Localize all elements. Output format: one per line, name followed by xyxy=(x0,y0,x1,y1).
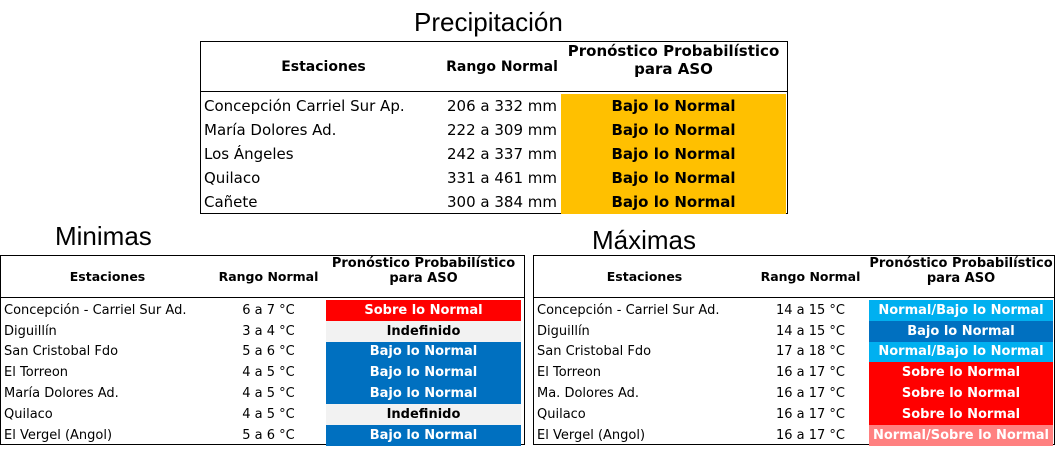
station-name: Diguillín xyxy=(4,323,57,339)
table-row xyxy=(1,425,524,446)
station-name: San Cristobal Fdo xyxy=(537,344,652,360)
station-name: Quilaco xyxy=(537,406,586,422)
header-rango-normal: Rango Normal xyxy=(446,58,558,75)
forecast-label: Bajo lo Normal xyxy=(369,427,478,443)
station-name: Diguillín xyxy=(537,323,590,339)
maximas-table xyxy=(533,255,1055,445)
normal-range: 4 a 5 °C xyxy=(242,386,295,402)
forecast-cell xyxy=(869,425,1053,446)
forecast-cell xyxy=(326,383,521,404)
header-rango-normal: Rango Normal xyxy=(218,269,319,284)
forecast-label: Bajo lo Normal xyxy=(611,121,736,139)
forecast-label: Normal/Bajo lo Normal xyxy=(878,302,1044,318)
station-name: San Cristobal Fdo xyxy=(4,344,119,360)
minimas-table xyxy=(0,255,525,445)
minimas-title: Minimas xyxy=(55,221,152,251)
normal-range: 14 a 15 °C xyxy=(775,302,846,318)
station-name: Concepción Carriel Sur Ap. xyxy=(204,97,405,115)
forecast-cell xyxy=(561,166,786,190)
table-row xyxy=(534,300,1054,321)
station-name: Los Ángeles xyxy=(204,145,294,163)
forecast-cell xyxy=(326,425,521,446)
normal-range: 16 a 17 °C xyxy=(775,406,846,422)
table-row xyxy=(201,166,787,190)
station-name: Concepción - Carriel Sur Ad. xyxy=(4,302,187,318)
table-row xyxy=(1,321,524,342)
table-row xyxy=(1,362,524,383)
forecast-cell xyxy=(326,362,521,383)
forecast-label: Sobre lo Normal xyxy=(901,406,1021,422)
table-header xyxy=(1,256,524,298)
forecast-cell xyxy=(561,118,786,142)
table-row xyxy=(1,383,524,404)
normal-range: 4 a 5 °C xyxy=(242,406,295,422)
precipitation-title: Precipitación xyxy=(414,7,563,37)
table-row xyxy=(534,342,1054,363)
forecast-label: Bajo lo Normal xyxy=(611,193,736,211)
forecast-label: Indefinido xyxy=(386,323,461,339)
forecast-label: Normal/Sobre lo Normal xyxy=(872,427,1049,443)
station-name: María Dolores Ad. xyxy=(4,386,119,402)
forecast-cell xyxy=(869,321,1053,342)
forecast-cell xyxy=(869,300,1053,321)
normal-range: 4 a 5 °C xyxy=(242,365,295,381)
table-row xyxy=(1,404,524,425)
forecast-cell xyxy=(561,142,786,166)
table-row xyxy=(201,142,787,166)
station-name: Concepción - Carriel Sur Ad. xyxy=(537,302,720,318)
station-name: El Vergel (Angol) xyxy=(4,427,113,443)
header-pronostico: Pronóstico Probabilístico para ASO xyxy=(331,256,516,286)
normal-range: 5 a 6 °C xyxy=(242,344,295,360)
table-row xyxy=(201,94,787,118)
normal-range: 300 a 384 mm xyxy=(447,193,557,211)
normal-range: 242 a 337 mm xyxy=(447,145,557,163)
forecast-cell xyxy=(326,300,521,321)
header-estaciones: Estaciones xyxy=(69,269,146,284)
normal-range: 17 a 18 °C xyxy=(775,344,846,360)
forecast-label: Bajo lo Normal xyxy=(369,344,478,360)
station-name: El Torreon xyxy=(4,365,69,381)
table-row xyxy=(534,425,1054,446)
normal-range: 16 a 17 °C xyxy=(775,427,846,443)
forecast-cell xyxy=(326,342,521,363)
header-pronostico: Pronóstico Probabilístico para ASO xyxy=(869,256,1053,286)
normal-range: 206 a 332 mm xyxy=(447,97,557,115)
normal-range: 6 a 7 °C xyxy=(242,302,295,318)
station-name: El Torreon xyxy=(537,365,602,381)
forecast-label: Bajo lo Normal xyxy=(611,169,736,187)
forecast-cell xyxy=(326,404,521,425)
table-row xyxy=(201,118,787,142)
table-row xyxy=(1,342,524,363)
header-pronostico: Pronóstico Probabilístico para ASO xyxy=(567,42,780,78)
forecast-label: Bajo lo Normal xyxy=(611,145,736,163)
forecast-label: Sobre lo Normal xyxy=(901,365,1021,381)
forecast-cell xyxy=(869,383,1053,404)
forecast-label: Bajo lo Normal xyxy=(907,323,1015,339)
table-row xyxy=(201,190,787,214)
forecast-label: Sobre lo Normal xyxy=(901,386,1021,402)
station-name: Ma. Dolores Ad. xyxy=(537,386,639,402)
table-row xyxy=(534,362,1054,383)
normal-range: 14 a 15 °C xyxy=(775,323,846,339)
maximas-title: Máximas xyxy=(592,225,697,255)
table-header xyxy=(201,42,787,92)
station-name: María Dolores Ad. xyxy=(204,121,337,139)
table-row xyxy=(534,383,1054,404)
table-row xyxy=(534,321,1054,342)
header-estaciones: Estaciones xyxy=(281,58,366,75)
normal-range: 16 a 17 °C xyxy=(775,365,846,381)
forecast-label: Bajo lo Normal xyxy=(611,97,736,115)
forecast-label: Bajo lo Normal xyxy=(369,365,478,381)
normal-range: 5 a 6 °C xyxy=(242,427,295,443)
precipitation-table xyxy=(200,41,788,214)
station-name: Cañete xyxy=(204,193,258,211)
forecast-cell xyxy=(561,190,786,214)
forecast-cell xyxy=(869,342,1053,363)
forecast-cell xyxy=(561,94,786,118)
header-rango-normal: Rango Normal xyxy=(760,269,861,284)
forecast-cell xyxy=(326,321,521,342)
normal-range: 3 a 4 °C xyxy=(242,323,295,339)
forecast-label: Normal/Bajo lo Normal xyxy=(878,344,1044,360)
normal-range: 222 a 309 mm xyxy=(447,121,557,139)
forecast-label: Bajo lo Normal xyxy=(369,386,478,402)
normal-range: 16 a 17 °C xyxy=(775,386,846,402)
forecast-cell xyxy=(869,404,1053,425)
station-name: Quilaco xyxy=(4,406,53,422)
table-row xyxy=(1,300,524,321)
forecast-label: Indefinido xyxy=(386,406,461,422)
station-name: Quilaco xyxy=(204,169,261,187)
station-name: El Vergel (Angol) xyxy=(537,427,646,443)
table-row xyxy=(534,404,1054,425)
table-header xyxy=(534,256,1054,298)
normal-range: 331 a 461 mm xyxy=(447,169,557,187)
header-estaciones: Estaciones xyxy=(606,269,683,284)
forecast-cell xyxy=(869,362,1053,383)
forecast-label: Sobre lo Normal xyxy=(364,302,483,318)
